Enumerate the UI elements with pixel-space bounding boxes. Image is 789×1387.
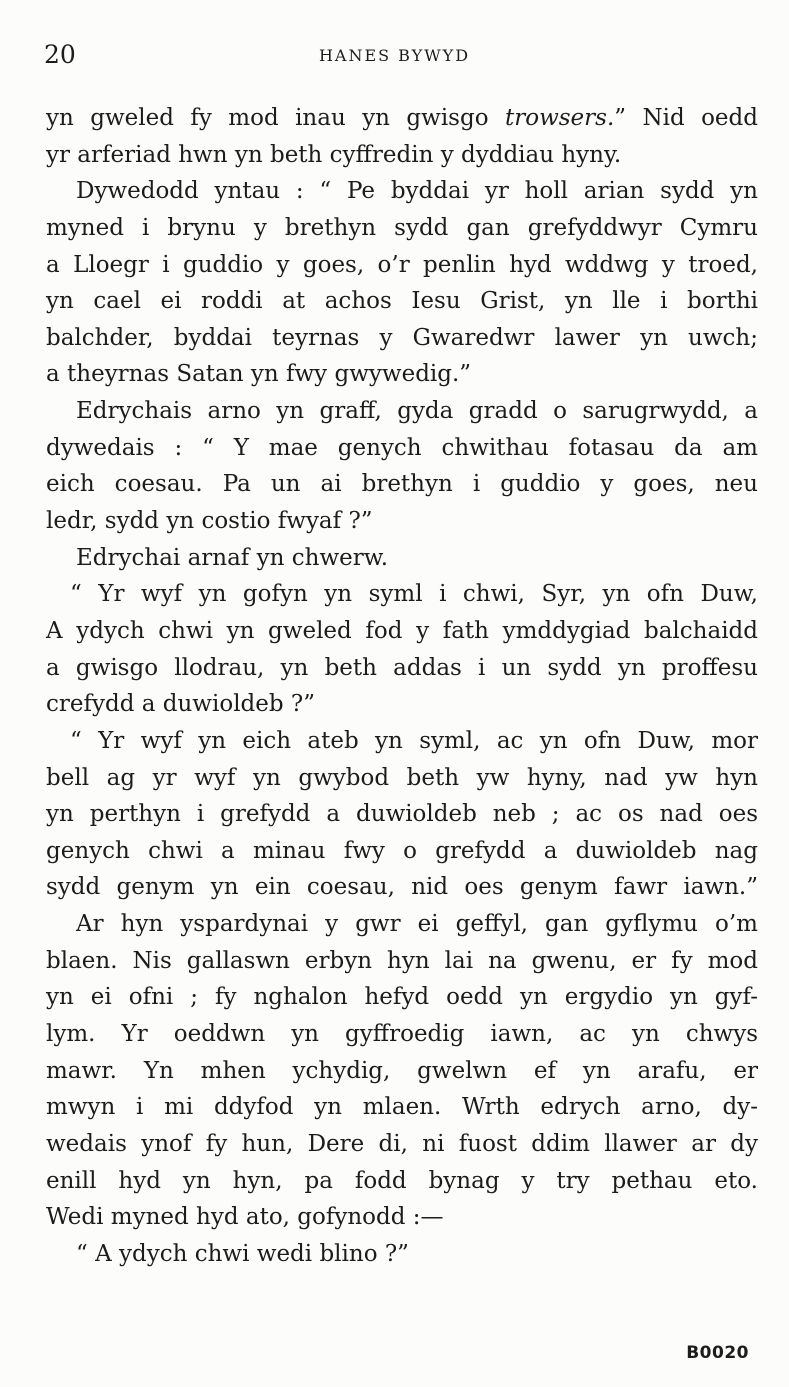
text-line: Ar hyn yspardynai y gwr ei geffyl, gan gyflymu o’m: [76, 911, 758, 938]
text-line: “ A ydych chwi wedi blino ?”: [76, 1240, 409, 1267]
text-line: blaen. Nis gallaswn erbyn hyn lai na gwenu, er fy mod: [46, 947, 758, 974]
text-line: yn gweled fy mod inau yn gwisgo trowsers.” Nid oedd: [46, 105, 758, 131]
running-head: HANES BYWYD: [318, 46, 471, 65]
page-code: B0020: [686, 1343, 749, 1363]
text-line: Wedi myned hyd ato, gofynodd :—: [46, 1204, 444, 1231]
text-line: a Lloegr i guddio y goes, o’r penlin hyd wddwg y troed,: [46, 251, 758, 278]
text-line: mwyn i mi ddyfod yn mlaen. Wrth edrych arno, dy-: [46, 1094, 758, 1121]
text-line: eich coesau. Pa un ai brethyn i guddio y goes, neu: [46, 471, 758, 498]
text-line: balchder, byddai teyrnas y Gwaredwr lawer yn uwch;: [46, 324, 758, 351]
text-line: yr arferiad hwn yn beth cyffredin y dyddiau hyny.: [46, 141, 622, 168]
text-line: mawr. Yn mhen ychydig, gwelwn ef yn arafu, er: [46, 1057, 758, 1084]
text-line: “ Yr wyf yn gofyn yn syml i chwi, Syr, yn ofn Duw,: [70, 581, 758, 608]
text-line: yn ei ofni ; fy nghalon hefyd oedd yn ergydio yn gyf-: [46, 984, 758, 1011]
text-line: a theyrnas Satan yn fwy gwywedig.”: [46, 361, 472, 388]
text-line: A ydych chwi yn gweled fod y fath ymddygiad balchaidd: [46, 617, 758, 644]
text-line: enill hyd yn hyn, pa fodd bynag y try pethau eto.: [46, 1167, 758, 1194]
text-line: yn perthyn i grefydd a duwioldeb neb ; ac os nad oes: [46, 801, 758, 828]
text-line: yn cael ei roddi at achos Iesu Grist, yn lle i borthi: [46, 288, 758, 315]
text-line: genych chwi a minau fwy o grefydd a duwioldeb nag: [46, 837, 758, 864]
text-line: Edrychai arnaf yn chwerw.: [76, 544, 389, 571]
body-text: [46, 100, 758, 1273]
italic-word: trowsers.: [504, 105, 615, 131]
text-line: wedais ynof fy hun, Dere di, ni fuost ddim llawer ar dy: [46, 1130, 758, 1157]
text-line: sydd genym yn ein coesau, nid oes genym fawr iawn.”: [46, 874, 758, 901]
text-line: a gwisgo llodrau, yn beth addas i un sydd yn proffesu: [46, 654, 758, 681]
text-line: lym. Yr oeddwn yn gyffroedig iawn, ac yn chwys: [46, 1021, 758, 1048]
text-line: ledr, sydd yn costio fwyaf ?”: [46, 508, 373, 535]
text-line: crefydd a duwioldeb ?”: [46, 691, 316, 718]
text-line: myned i brynu y brethyn sydd gan grefyddwyr Cymru: [46, 214, 758, 241]
text-line: “ Yr wyf yn eich ateb yn syml, ac yn ofn Duw, mor: [70, 727, 758, 754]
text-line: Edrychais arno yn graff, gyda gradd o sarugrwydd, a: [76, 398, 758, 425]
page-header: [0, 40, 789, 76]
text-line: Dywedodd yntau : “ Pe byddai yr holl arian sydd yn: [76, 178, 758, 205]
text-line: bell ag yr wyf yn gwybod beth yw hyny, nad yw hyn: [46, 764, 758, 791]
text-line: dywedais : “ Y mae genych chwithau fotasau da am: [46, 434, 758, 461]
page-number: 20: [44, 40, 76, 69]
